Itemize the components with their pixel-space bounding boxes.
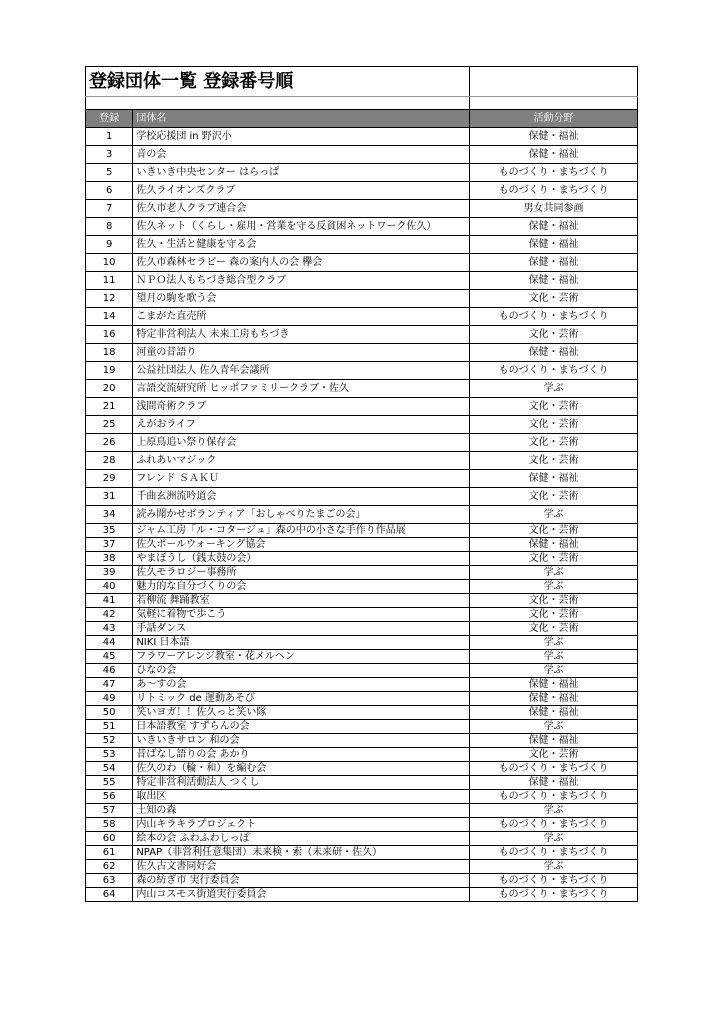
row-number: 9 bbox=[86, 236, 133, 254]
row-number: 40 bbox=[86, 580, 133, 594]
table-row bbox=[86, 804, 638, 818]
row-field: ものづくり・まちづくり bbox=[470, 164, 638, 182]
table-row bbox=[86, 818, 638, 832]
table-row bbox=[86, 218, 638, 236]
row-org-name: 望月の駒を歌う会 bbox=[133, 290, 470, 308]
row-number: 41 bbox=[86, 594, 133, 608]
row-number: 1 bbox=[86, 128, 133, 146]
row-number: 44 bbox=[86, 636, 133, 650]
row-number: 28 bbox=[86, 452, 133, 470]
row-number: 21 bbox=[86, 398, 133, 416]
row-org-name: 河童の昔語り bbox=[133, 344, 470, 362]
row-org-name: フレンド ＳＡＫＵ bbox=[133, 470, 470, 488]
row-field: 学ぶ bbox=[470, 580, 638, 594]
row-org-name: 佐久市森林セラピー 森の案内人の会 欅会 bbox=[133, 254, 470, 272]
row-number: 37 bbox=[86, 538, 133, 552]
row-number: 55 bbox=[86, 776, 133, 790]
table-row bbox=[86, 380, 638, 398]
row-field: 学ぶ bbox=[470, 506, 638, 524]
table-row bbox=[86, 706, 638, 720]
table-row bbox=[86, 506, 638, 524]
row-org-name: 笑いヨガ！！佐久っと笑い隊 bbox=[133, 706, 470, 720]
table-row bbox=[86, 308, 638, 326]
row-org-name: 内山コスモス街道実行委員会 bbox=[133, 888, 470, 902]
row-field: 文化・芸術 bbox=[470, 552, 638, 566]
table-row bbox=[86, 326, 638, 344]
row-number: 20 bbox=[86, 380, 133, 398]
row-field: 文化・芸術 bbox=[470, 434, 638, 452]
row-number: 10 bbox=[86, 254, 133, 272]
row-field: ものづくり・まちづくり bbox=[470, 790, 638, 804]
row-number: 62 bbox=[86, 860, 133, 874]
row-number: 43 bbox=[86, 622, 133, 636]
row-org-name: 特定非営利法人 未来工房もちづき bbox=[133, 326, 470, 344]
row-field: ものづくり・まちづくり bbox=[470, 818, 638, 832]
row-org-name: ＮＰＯ法人もちづき総合型クラブ bbox=[133, 272, 470, 290]
row-field: 文化・芸術 bbox=[470, 398, 638, 416]
header-field: 活動分野 bbox=[470, 110, 638, 128]
table-row bbox=[86, 344, 638, 362]
row-org-name: こまがた直売所 bbox=[133, 308, 470, 326]
row-number: 50 bbox=[86, 706, 133, 720]
row-number: 3 bbox=[86, 146, 133, 164]
row-field: 文化・芸術 bbox=[470, 290, 638, 308]
row-number: 64 bbox=[86, 888, 133, 902]
row-number: 57 bbox=[86, 804, 133, 818]
table-row bbox=[86, 128, 638, 146]
row-number: 19 bbox=[86, 362, 133, 380]
row-number: 47 bbox=[86, 678, 133, 692]
row-number: 25 bbox=[86, 416, 133, 434]
table-row bbox=[86, 860, 638, 874]
row-field: ものづくり・まちづくり bbox=[470, 888, 638, 902]
row-number: 6 bbox=[86, 182, 133, 200]
row-field: ものづくり・まちづくり bbox=[470, 846, 638, 860]
row-number: 53 bbox=[86, 748, 133, 762]
row-number: 8 bbox=[86, 218, 133, 236]
row-org-name: フラワーアレンジ教室・花メルヘン bbox=[133, 650, 470, 664]
table-row bbox=[86, 470, 638, 488]
row-field: 文化・芸術 bbox=[470, 622, 638, 636]
row-number: 61 bbox=[86, 846, 133, 860]
row-org-name: 土知の森 bbox=[133, 804, 470, 818]
row-field: 文化・芸術 bbox=[470, 524, 638, 538]
row-field: 保健・福祉 bbox=[470, 678, 638, 692]
row-field: 保健・福祉 bbox=[470, 776, 638, 790]
row-field: ものづくり・まちづくり bbox=[470, 874, 638, 888]
table-row bbox=[86, 846, 638, 860]
row-field: 保健・福祉 bbox=[470, 128, 638, 146]
row-field: 保健・福祉 bbox=[470, 236, 638, 254]
row-number: 58 bbox=[86, 818, 133, 832]
table-row bbox=[86, 146, 638, 164]
title-row bbox=[86, 67, 638, 97]
row-field: 文化・芸術 bbox=[470, 488, 638, 506]
blank-cell bbox=[470, 97, 638, 110]
row-field: 保健・福祉 bbox=[470, 692, 638, 706]
table-row bbox=[86, 236, 638, 254]
blank-cell bbox=[86, 97, 470, 110]
row-org-name: やまぼうし（銭太鼓の会） bbox=[133, 552, 470, 566]
header-row bbox=[86, 110, 638, 128]
row-field: 学ぶ bbox=[470, 860, 638, 874]
table-row bbox=[86, 164, 638, 182]
row-org-name: 佐久ポールウォーキング協会 bbox=[133, 538, 470, 552]
row-org-name: いきいき中央センター はらっぱ bbox=[133, 164, 470, 182]
row-number: 11 bbox=[86, 272, 133, 290]
row-number: 35 bbox=[86, 524, 133, 538]
row-field: 学ぶ bbox=[470, 804, 638, 818]
row-org-name: 昔ばなし語りの会 あかり bbox=[133, 748, 470, 762]
table-row bbox=[86, 664, 638, 678]
row-org-name: 佐久のわ（輪・和）を編む会 bbox=[133, 762, 470, 776]
row-field: 保健・福祉 bbox=[470, 734, 638, 748]
row-field: 文化・芸術 bbox=[470, 452, 638, 470]
row-org-name: 上原鳥追い祭り保存会 bbox=[133, 434, 470, 452]
row-field: 保健・福祉 bbox=[470, 470, 638, 488]
row-number: 54 bbox=[86, 762, 133, 776]
table-row bbox=[86, 182, 638, 200]
title-blank-cell bbox=[470, 67, 638, 97]
table-row bbox=[86, 290, 638, 308]
row-org-name: えがおライフ bbox=[133, 416, 470, 434]
table-row bbox=[86, 888, 638, 902]
row-number: 60 bbox=[86, 832, 133, 846]
row-field: 文化・芸術 bbox=[470, 326, 638, 344]
row-org-name: NIKI 日本語 bbox=[133, 636, 470, 650]
row-field: ものづくり・まちづくり bbox=[470, 362, 638, 380]
table-row bbox=[86, 832, 638, 846]
row-field: 学ぶ bbox=[470, 566, 638, 580]
row-field: 文化・芸術 bbox=[470, 594, 638, 608]
table-row bbox=[86, 874, 638, 888]
row-org-name: 特定非営利活動法人 つくし bbox=[133, 776, 470, 790]
row-number: 51 bbox=[86, 720, 133, 734]
header-number: 登録 bbox=[86, 110, 133, 128]
row-org-name: 絵本の会 ふわふわしっぽ bbox=[133, 832, 470, 846]
row-org-name: 気軽に着物で歩こう bbox=[133, 608, 470, 622]
row-field: 男女共同参画 bbox=[470, 200, 638, 218]
row-org-name: 千曲玄洲流吟道会 bbox=[133, 488, 470, 506]
table-row bbox=[86, 362, 638, 380]
row-field: 保健・福祉 bbox=[470, 146, 638, 164]
table-row bbox=[86, 720, 638, 734]
row-number: 29 bbox=[86, 470, 133, 488]
row-org-name: 佐久ネット（くらし・雇用・営業を守る反貧困ネットワーク佐久） bbox=[133, 218, 470, 236]
row-field: 文化・芸術 bbox=[470, 608, 638, 622]
table-row bbox=[86, 762, 638, 776]
row-field: 保健・福祉 bbox=[470, 254, 638, 272]
table-row bbox=[86, 650, 638, 664]
table-row bbox=[86, 608, 638, 622]
table-row bbox=[86, 254, 638, 272]
row-number: 56 bbox=[86, 790, 133, 804]
table-row bbox=[86, 692, 638, 706]
row-org-name: 魅力的な自分づくりの会 bbox=[133, 580, 470, 594]
row-org-name: 学校応援団 in 野沢小 bbox=[133, 128, 470, 146]
row-number: 52 bbox=[86, 734, 133, 748]
table-row bbox=[86, 416, 638, 434]
row-number: 42 bbox=[86, 608, 133, 622]
row-org-name: 若柳流 舞踊教室 bbox=[133, 594, 470, 608]
row-org-name: ジャム工房「ル・コタージュ」森の中の小さな手作り作品展 bbox=[133, 524, 470, 538]
row-number: 31 bbox=[86, 488, 133, 506]
row-field: 学ぶ bbox=[470, 380, 638, 398]
row-org-name: 音の会 bbox=[133, 146, 470, 164]
table-row bbox=[86, 636, 638, 650]
sheet-title: 登録団体一覧 登録番号順 bbox=[86, 67, 470, 97]
row-number: 46 bbox=[86, 664, 133, 678]
row-field: 保健・福祉 bbox=[470, 538, 638, 552]
row-org-name: 佐久市老人クラブ連合会 bbox=[133, 200, 470, 218]
row-field: ものづくり・まちづくり bbox=[470, 308, 638, 326]
table-row bbox=[86, 622, 638, 636]
row-org-name: 手話ダンス bbox=[133, 622, 470, 636]
row-number: 26 bbox=[86, 434, 133, 452]
row-field: 保健・福祉 bbox=[470, 218, 638, 236]
row-org-name: 浅間奇術クラブ bbox=[133, 398, 470, 416]
row-org-name: 佐久ライオンズクラブ bbox=[133, 182, 470, 200]
row-number: 16 bbox=[86, 326, 133, 344]
table-row bbox=[86, 434, 638, 452]
row-org-name: リトミック de 運動あそび bbox=[133, 692, 470, 706]
table-row bbox=[86, 398, 638, 416]
row-number: 14 bbox=[86, 308, 133, 326]
row-number: 63 bbox=[86, 874, 133, 888]
row-field: 学ぶ bbox=[470, 650, 638, 664]
row-org-name: 公益社団法人 佐久青年会議所 bbox=[133, 362, 470, 380]
row-field: 文化・芸術 bbox=[470, 416, 638, 434]
row-field: 学ぶ bbox=[470, 636, 638, 650]
row-org-name: 内山キラキラプロジェクト bbox=[133, 818, 470, 832]
row-number: 5 bbox=[86, 164, 133, 182]
row-org-name: 佐久古文書同好会 bbox=[133, 860, 470, 874]
row-field: ものづくり・まちづくり bbox=[470, 762, 638, 776]
blank-row bbox=[86, 97, 638, 110]
row-field: 学ぶ bbox=[470, 832, 638, 846]
row-org-name: 取出区 bbox=[133, 790, 470, 804]
table-row bbox=[86, 552, 638, 566]
row-number: 38 bbox=[86, 552, 133, 566]
row-org-name: 佐久モラロジー事務所 bbox=[133, 566, 470, 580]
row-org-name: 読み聞かせボランティア「おしゃべりたまごの会」 bbox=[133, 506, 470, 524]
row-number: 45 bbox=[86, 650, 133, 664]
table-row bbox=[86, 748, 638, 762]
row-org-name: 佐久・生活と健康を守る会 bbox=[133, 236, 470, 254]
row-org-name: あ～すの会 bbox=[133, 678, 470, 692]
table-row bbox=[86, 790, 638, 804]
row-org-name: 言語交流研究所 ヒッポファミリークラブ・佐久 bbox=[133, 380, 470, 398]
row-org-name: NPAP（非営利任意集団）未来検・索（未来研・佐久） bbox=[133, 846, 470, 860]
row-org-name: ふれあいマジック bbox=[133, 452, 470, 470]
row-number: 34 bbox=[86, 506, 133, 524]
table-row bbox=[86, 594, 638, 608]
row-org-name: 森の紡ぎ市 実行委員会 bbox=[133, 874, 470, 888]
row-field: 保健・福祉 bbox=[470, 706, 638, 720]
table-row bbox=[86, 524, 638, 538]
registry-sheet bbox=[85, 66, 638, 902]
row-org-name: 日本語教室 すずらんの会 bbox=[133, 720, 470, 734]
row-field: 保健・福祉 bbox=[470, 344, 638, 362]
table-row bbox=[86, 272, 638, 290]
table-row bbox=[86, 580, 638, 594]
table-row bbox=[86, 678, 638, 692]
table-row bbox=[86, 200, 638, 218]
row-org-name: ひなの会 bbox=[133, 664, 470, 678]
row-number: 18 bbox=[86, 344, 133, 362]
row-field: 文化・芸術 bbox=[470, 748, 638, 762]
row-field: ものづくり・まちづくり bbox=[470, 182, 638, 200]
table-row bbox=[86, 538, 638, 552]
table-row bbox=[86, 488, 638, 506]
registry-table bbox=[85, 66, 638, 902]
row-field: 学ぶ bbox=[470, 720, 638, 734]
row-number: 39 bbox=[86, 566, 133, 580]
table-row bbox=[86, 452, 638, 470]
row-number: 7 bbox=[86, 200, 133, 218]
row-org-name: いきいきサロン 和の会 bbox=[133, 734, 470, 748]
row-field: 学ぶ bbox=[470, 664, 638, 678]
row-number: 49 bbox=[86, 692, 133, 706]
row-field: 保健・福祉 bbox=[470, 272, 638, 290]
table-row bbox=[86, 776, 638, 790]
header-name: 団体名 bbox=[133, 110, 470, 128]
table-row bbox=[86, 734, 638, 748]
row-number: 12 bbox=[86, 290, 133, 308]
table-row bbox=[86, 566, 638, 580]
